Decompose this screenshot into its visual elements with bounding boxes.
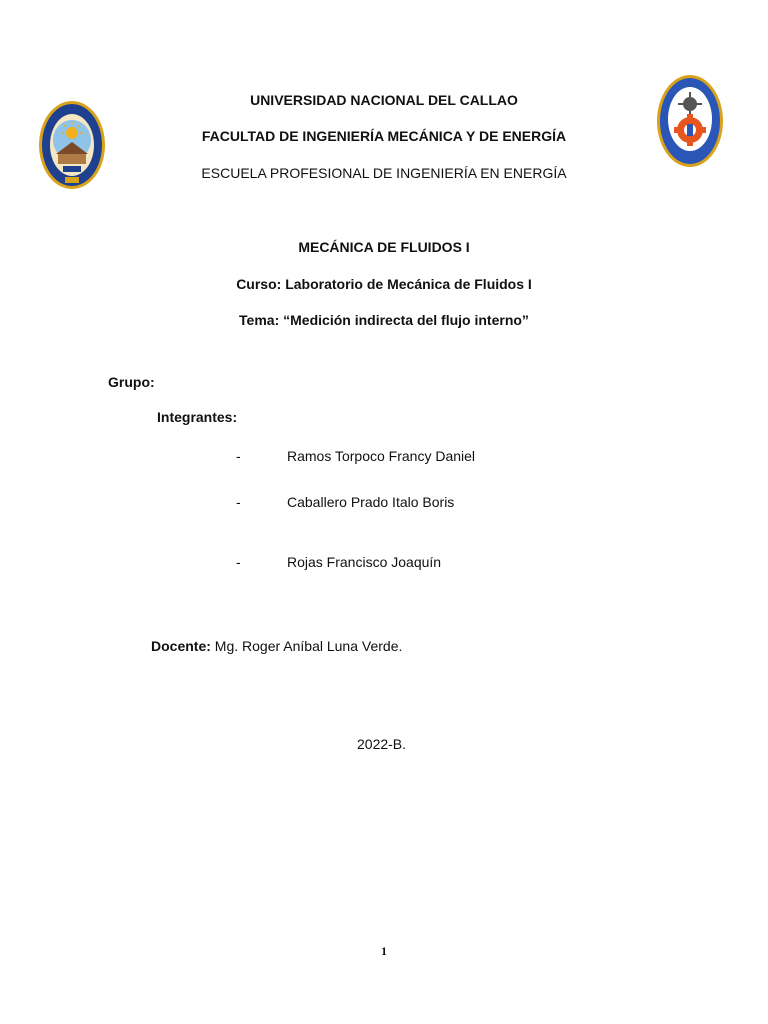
group-label: Grupo:	[108, 374, 155, 390]
faculty-name: FACULTAD DE INGENIERÍA MECÁNICA Y DE ENERGÍA	[201, 128, 567, 144]
teacher-value: Mg. Roger Aníbal Luna Verde.	[214, 638, 403, 654]
teacher-line	[151, 638, 402, 654]
academic-period: 2022-B.	[357, 736, 407, 752]
university-name: UNIVERSIDAD NACIONAL DEL CALLAO	[250, 92, 518, 108]
member-name: Rojas Francisco Joaquín	[287, 554, 442, 570]
school-name: ESCUELA PROFESIONAL DE INGENIERÍA EN ENERGÍA	[201, 165, 567, 181]
faculty-gear-emblem-icon	[656, 74, 724, 168]
course-value: Laboratorio de Mecánica de Fluidos I	[285, 276, 532, 292]
course-line	[0, 276, 768, 292]
teacher-label: Docente:	[151, 638, 211, 654]
faculty-emblem-logo	[656, 74, 724, 168]
topic-line	[0, 312, 768, 328]
subject-title: MECÁNICA DE FLUIDOS I	[298, 239, 470, 255]
members-label: Integrantes:	[157, 409, 238, 425]
member-name: Ramos Torpoco Francy Daniel	[287, 448, 476, 464]
topic-label: Tema:	[239, 312, 280, 328]
member-dash: -	[236, 554, 241, 570]
member-dash: -	[236, 494, 241, 510]
member-dash: -	[236, 448, 241, 464]
member-name: Caballero Prado Italo Boris	[287, 494, 455, 510]
topic-value: “Medición indirecta del flujo interno”	[283, 312, 529, 328]
page-number: 1	[381, 944, 387, 958]
course-label: Curso:	[236, 276, 282, 292]
